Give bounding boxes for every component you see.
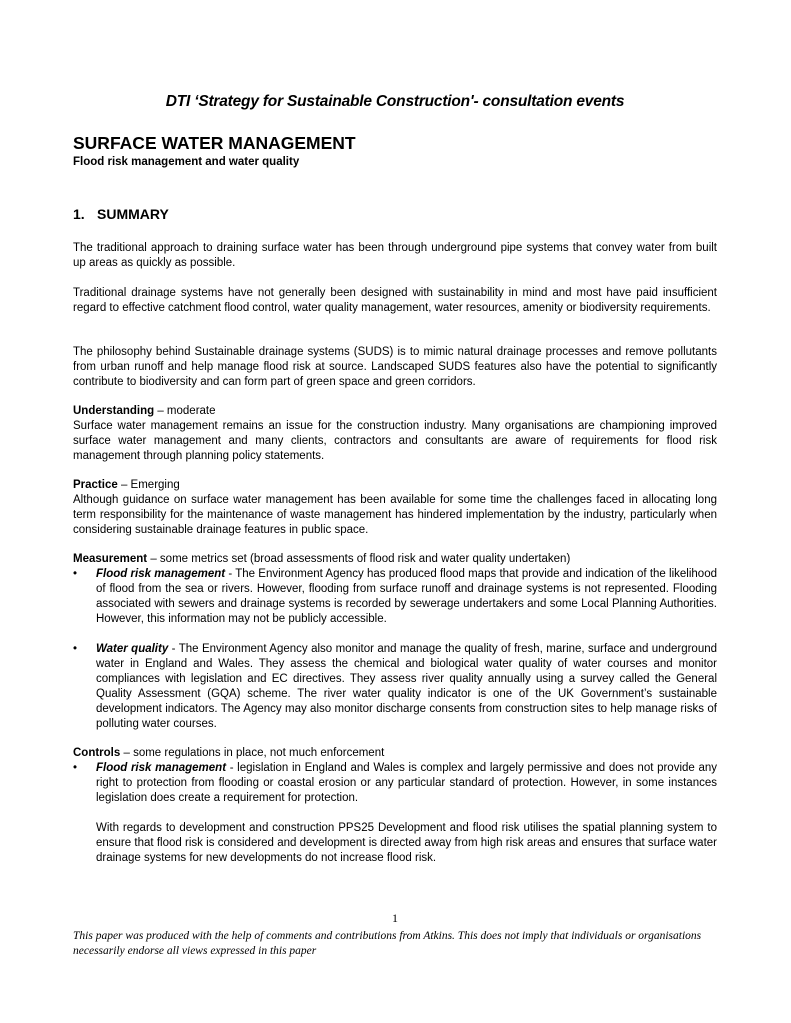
bullet-icon: • — [73, 643, 78, 655]
bullet-icon: • — [73, 568, 78, 580]
document-header: DTI ‘Strategy for Sustainable Construction'- consultation events — [165, 93, 625, 110]
measurement-rating: – some metrics set (broad assessments of flood risk and water quality undertaken) — [147, 553, 571, 565]
page-number: 1 — [392, 911, 398, 925]
bullet-title: Flood risk management — [96, 762, 227, 774]
measurement-label: Measurement — [73, 553, 148, 565]
bullet-title: Water quality — [96, 643, 169, 655]
bullet-text: - legislation in England and Wales is complex and largely permissive and does not provide any right to protection from flooding or coastal erosion or any particular standard of protection. However, in some instances legislation does create a requirement for protection. — [96, 762, 717, 804]
practice-rating: – Emerging — [117, 479, 180, 491]
list-item — [73, 642, 717, 732]
page-subtitle: Flood risk management and water quality — [73, 156, 300, 168]
bullet-title: Flood risk management — [96, 568, 226, 580]
paragraph-text: Traditional drainage systems have not generally been designed with sustainability in mind and most have paid insufficient regard to effective catchment flood control, water quality management, water resources, amenity or biodiversity requirements. — [73, 287, 717, 314]
understanding-heading — [73, 404, 717, 419]
list-item — [73, 567, 717, 627]
paragraph-1 — [73, 241, 717, 271]
practice-text: Although guidance on surface water management has been available for some time the challenges faced in allocating long term responsibility for the maintenance of waste management has hindered implementation by the industry, particularly when considering sustainable drainage features in public space. — [73, 494, 717, 536]
controls-label: Controls — [73, 747, 121, 759]
paragraph-text: The philosophy behind Sustainable drainage systems (SUDS) is to mimic natural drainage processes and remove pollutants from urban runoff and help manage flood risk at source. Landscaped SUDS features also have the potential to significantly contribute to biodiversity and can form part of green space and green corridors. — [73, 346, 717, 388]
paragraph-3 — [73, 345, 717, 390]
practice-block — [73, 478, 717, 538]
measurement-block — [73, 552, 717, 732]
section-heading — [73, 206, 169, 222]
section-label: SUMMARY — [97, 206, 169, 222]
bullet-icon: • — [73, 762, 78, 774]
follow-up-text: With regards to development and construction PPS25 Development and flood risk utilises the spatial planning system to ensure that flood risk is considered and development is directed away from high risk areas and ensures that surface water drainage systems for new developments do not increase flood risk. — [96, 822, 717, 864]
list-item — [73, 761, 717, 806]
controls-heading — [73, 746, 717, 761]
bullet-text: - The Environment Agency also monitor and manage the quality of fresh, marine, surface and underground water in England and Wales. They assess the chemical and biological water quality of water courses and monitor compliances with legislation and EC directives. They assess river quality annually using a survey called the General Quality Assessment (GQA) scheme. The river water quality indicator is one of the UK Government’s sustainable development indicators. The Agency may also monitor discharge consents from construction sites to help manage risks of polluting water courses. — [96, 643, 718, 730]
controls-block — [73, 746, 717, 866]
bullet-text: - The Environment Agency has produced flood maps that provide and indication of the likelihood of flood from the sea or rivers. However, flooding from surface runoff and drainage systems is not represented. Flooding associated with sewers and drainage systems is recorded by sewerage undertakers and some Local Planning Authorities. However, this information may not be publicly accessible. — [96, 568, 717, 625]
understanding-rating: – moderate — [154, 405, 216, 417]
understanding-label: Understanding — [73, 405, 155, 417]
measurement-heading — [73, 552, 717, 567]
practice-label: Practice — [73, 479, 118, 491]
understanding-text: Surface water management remains an issue for the construction industry. Many organisations are championing improved surface water management and many clients, contractors and consultants are aware of requirements for flood risk management through planning policy statements. — [73, 420, 717, 462]
controls-rating: – some regulations in place, not much enforcement — [120, 747, 385, 759]
section-number: 1. — [73, 206, 85, 222]
paragraph-text: The traditional approach to draining surface water has been through underground pipe systems that convey water from built up areas as quickly as possible. — [73, 242, 717, 269]
page-title: SURFACE WATER MANAGEMENT — [73, 133, 356, 153]
practice-heading — [73, 478, 717, 493]
footer-note: This paper was produced with the help of comments and contributions from Atkins. This does not imply that individuals or organisations necessarily endorse all views expressed in this paper — [73, 930, 702, 957]
controls-follow-up — [73, 821, 717, 866]
paragraph-2 — [73, 286, 717, 316]
understanding-block — [73, 404, 717, 464]
